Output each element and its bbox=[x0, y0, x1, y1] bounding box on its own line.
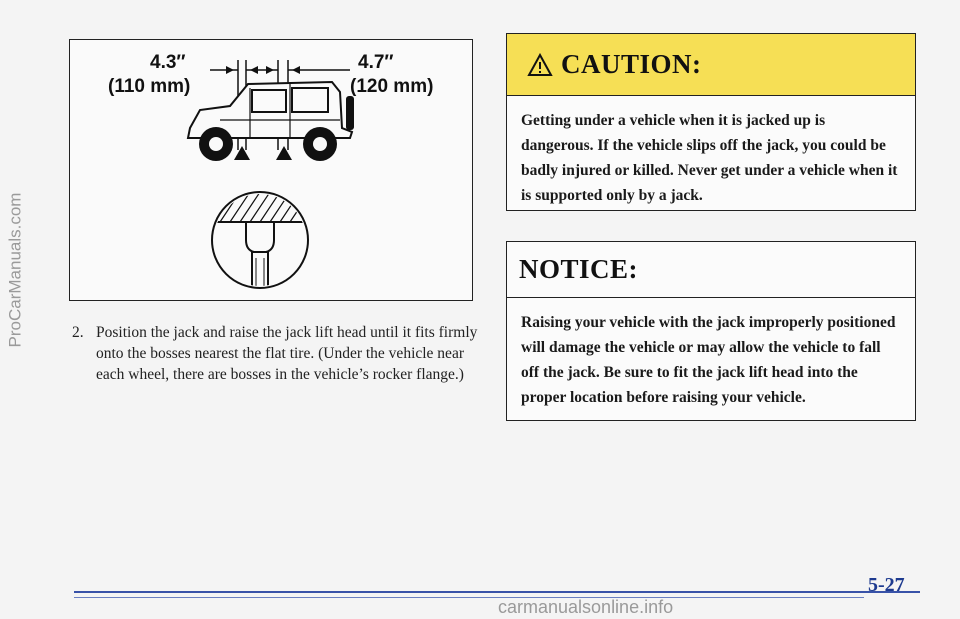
page-number: 5-27 bbox=[868, 574, 905, 596]
instruction-step bbox=[72, 322, 480, 385]
step-number: 2. bbox=[72, 324, 84, 341]
caution-text: Getting under a vehicle when it is jacked up is dangerous. If the vehicle slips off the jack, you could be badly injured or killed. Never get under a vehicle when it is supported only by a jack. bbox=[521, 112, 898, 204]
footer-rule bbox=[74, 591, 920, 593]
notice-box bbox=[506, 241, 916, 421]
side-watermark bbox=[2, 60, 28, 480]
caution-box bbox=[506, 33, 916, 211]
side-watermark-text: ProCarManuals.com bbox=[5, 192, 25, 348]
step-text: Position the jack and raise the jack lift head until it fits firmly onto the bosses nearest the flat tire. (Under the vehicle near each wheel, there are bosses in the vehicle’s rocker flange.) bbox=[96, 324, 478, 383]
footer-rule-secondary bbox=[74, 597, 864, 598]
notice-title: NOTICE: bbox=[519, 254, 639, 284]
right-dimension-inches: 4.7″ bbox=[358, 52, 394, 73]
jack-position-figure bbox=[69, 39, 473, 301]
caution-title: CAUTION: bbox=[561, 49, 702, 79]
notice-header bbox=[507, 242, 915, 298]
caution-header bbox=[507, 34, 915, 96]
bottom-watermark: carmanualsonline.info bbox=[498, 597, 674, 617]
right-dimension-mm: (120 mm) bbox=[350, 76, 434, 97]
left-dimension-mm: (110 mm) bbox=[108, 76, 191, 97]
notice-text: Raising your vehicle with the jack improperly positioned will damage the vehicle or may allow the vehicle to fall off the jack. Be sure to fit the jack lift head into the proper location before raising your vehicle. bbox=[521, 314, 896, 406]
left-dimension-inches: 4.3″ bbox=[150, 52, 186, 73]
warning-triangle-icon bbox=[527, 53, 553, 77]
